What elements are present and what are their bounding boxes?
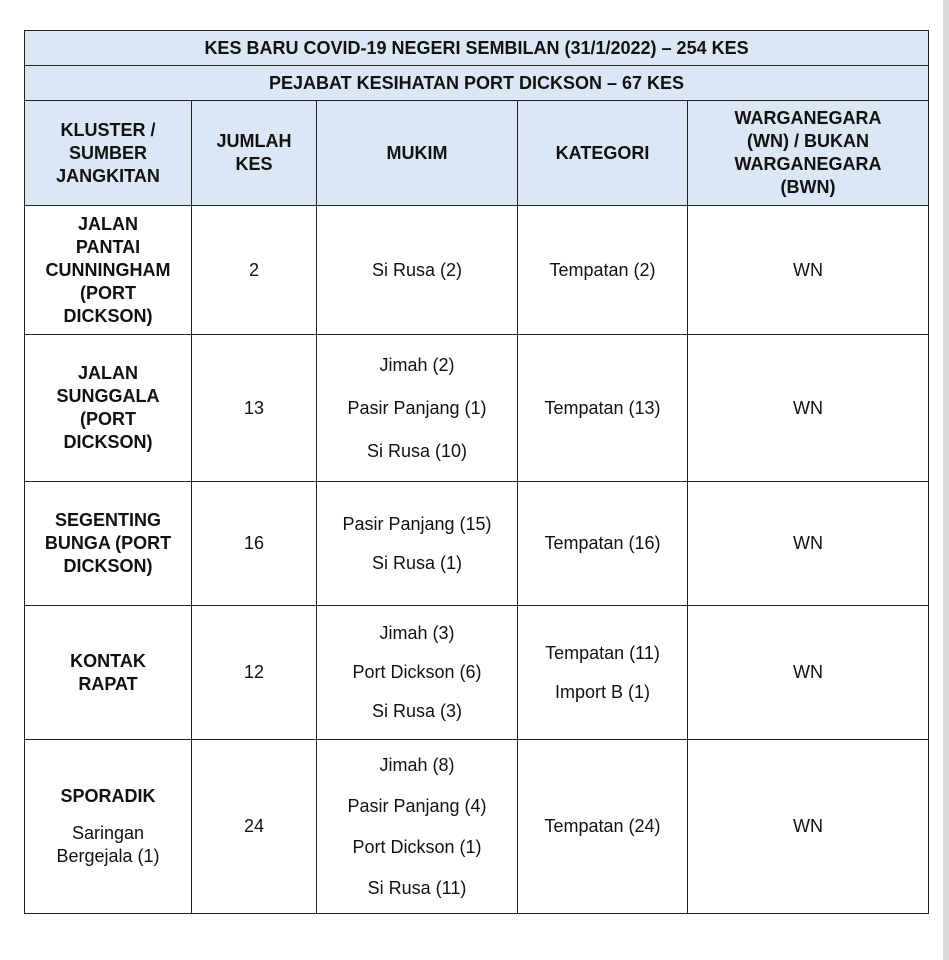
cluster-cell <box>25 482 192 606</box>
header-category <box>518 101 688 206</box>
cluster-cell <box>25 606 192 740</box>
category-entry: Tempatan (13) <box>544 397 661 418</box>
header-count <box>192 101 317 206</box>
count-cell: 16 <box>192 482 317 606</box>
category-cell <box>518 206 688 335</box>
cluster-line: DICKSON) <box>63 432 153 452</box>
citizenship-cell: WN <box>688 482 929 606</box>
count-cell: 13 <box>192 335 317 482</box>
cluster-line: SPORADIK <box>60 786 156 806</box>
header-citizenship <box>688 101 929 206</box>
cluster-line: JALAN <box>77 213 138 234</box>
mukim-cell <box>317 740 518 914</box>
table-row <box>25 482 929 606</box>
mukim-entry: Pasir Panjang (1) <box>347 397 487 418</box>
mukim-entry: Si Rusa (3) <box>371 701 463 721</box>
cluster-note-line: Bergejala (1) <box>56 846 160 866</box>
citizenship-cell: WN <box>688 740 929 914</box>
mukim-entry: Si Rusa (1) <box>371 552 463 573</box>
header-count-line: KES <box>235 154 273 174</box>
category-cell <box>518 482 688 606</box>
cluster-line: SEGENTING <box>54 510 161 530</box>
header-category-line: KATEGORI <box>555 142 650 163</box>
category-entry: Tempatan (11) <box>545 642 660 663</box>
count-cell: 2 <box>192 206 317 335</box>
category-entry: Import B (1) <box>554 681 651 702</box>
cluster-line: CUNNINGHAM <box>45 259 171 280</box>
cluster-line: PANTAI <box>75 236 141 257</box>
citizenship-cell: WN <box>688 335 929 482</box>
mukim-entry: Si Rusa (2) <box>371 259 463 280</box>
cluster-line: JALAN <box>77 363 138 383</box>
mukim-entry: Port Dickson (1) <box>352 836 482 857</box>
table-subtitle: PEJABAT KESIHATAN PORT DICKSON – 67 KES <box>25 66 929 101</box>
mukim-cell <box>317 206 518 335</box>
count-cell: 24 <box>192 740 317 914</box>
header-mukim-line: MUKIM <box>386 142 448 163</box>
mukim-entry: Si Rusa (11) <box>367 877 467 898</box>
header-cluster-line: JANGKITAN <box>56 165 160 186</box>
cluster-line: DICKSON) <box>63 556 153 576</box>
cluster-line: SUNGGALA <box>56 386 160 406</box>
citizenship-cell: WN <box>688 206 929 335</box>
table-row <box>25 335 929 482</box>
mukim-entry: Pasir Panjang (4) <box>347 795 487 816</box>
header-cluster <box>25 101 192 206</box>
category-entry: Tempatan (24) <box>544 816 661 836</box>
header-mukim <box>317 101 518 206</box>
citizenship-cell: WN <box>688 606 929 740</box>
header-citizenship-line: (WN) / BUKAN <box>747 131 870 151</box>
mukim-entry: Port Dickson (6) <box>352 662 482 682</box>
cluster-cell <box>25 740 192 914</box>
category-entry: Tempatan (16) <box>544 533 661 553</box>
category-entry: Tempatan (2) <box>549 259 656 280</box>
cluster-line: (PORT <box>80 282 136 303</box>
header-count-line: JUMLAH <box>216 131 292 151</box>
cluster-line: BUNGA (PORT <box>44 533 172 553</box>
mukim-entry: Pasir Panjang (15) <box>342 513 492 534</box>
table-title: KES BARU COVID-19 NEGERI SEMBILAN (31/1/2022) – 254 KES <box>25 31 929 66</box>
mukim-cell <box>317 482 518 606</box>
covid-case-table-container <box>24 30 928 914</box>
subtitle-row <box>25 66 929 101</box>
count-cell: 12 <box>192 606 317 740</box>
table-row <box>25 206 929 335</box>
covid-case-table <box>24 30 929 914</box>
header-row <box>25 101 929 206</box>
header-cluster-line: KLUSTER / <box>60 119 156 140</box>
table-row <box>25 740 929 914</box>
cluster-line: DICKSON) <box>63 305 153 326</box>
mukim-entry: Jimah (8) <box>379 754 455 775</box>
header-cluster-line: SUMBER <box>68 142 147 163</box>
mukim-cell <box>317 606 518 740</box>
cluster-note-line: Saringan <box>71 823 145 843</box>
mukim-entry: Jimah (2) <box>379 354 455 375</box>
category-cell <box>518 606 688 740</box>
title-row <box>25 31 929 66</box>
cluster-line: KONTAK <box>70 650 146 671</box>
header-citizenship-line: WARGANEGARA <box>734 108 882 128</box>
mukim-cell <box>317 335 518 482</box>
header-citizenship-line: WARGANEGARA <box>734 154 882 174</box>
cluster-line: RAPAT <box>78 673 138 694</box>
cluster-cell <box>25 335 192 482</box>
table-row <box>25 606 929 740</box>
category-cell <box>518 335 688 482</box>
page-edge-shadow <box>943 0 949 960</box>
cluster-cell <box>25 206 192 335</box>
cluster-line: (PORT <box>80 409 136 429</box>
header-citizenship-line: (BWN) <box>780 177 836 197</box>
category-cell <box>518 740 688 914</box>
mukim-entry: Si Rusa (10) <box>366 440 468 461</box>
mukim-entry: Jimah (3) <box>379 623 455 643</box>
